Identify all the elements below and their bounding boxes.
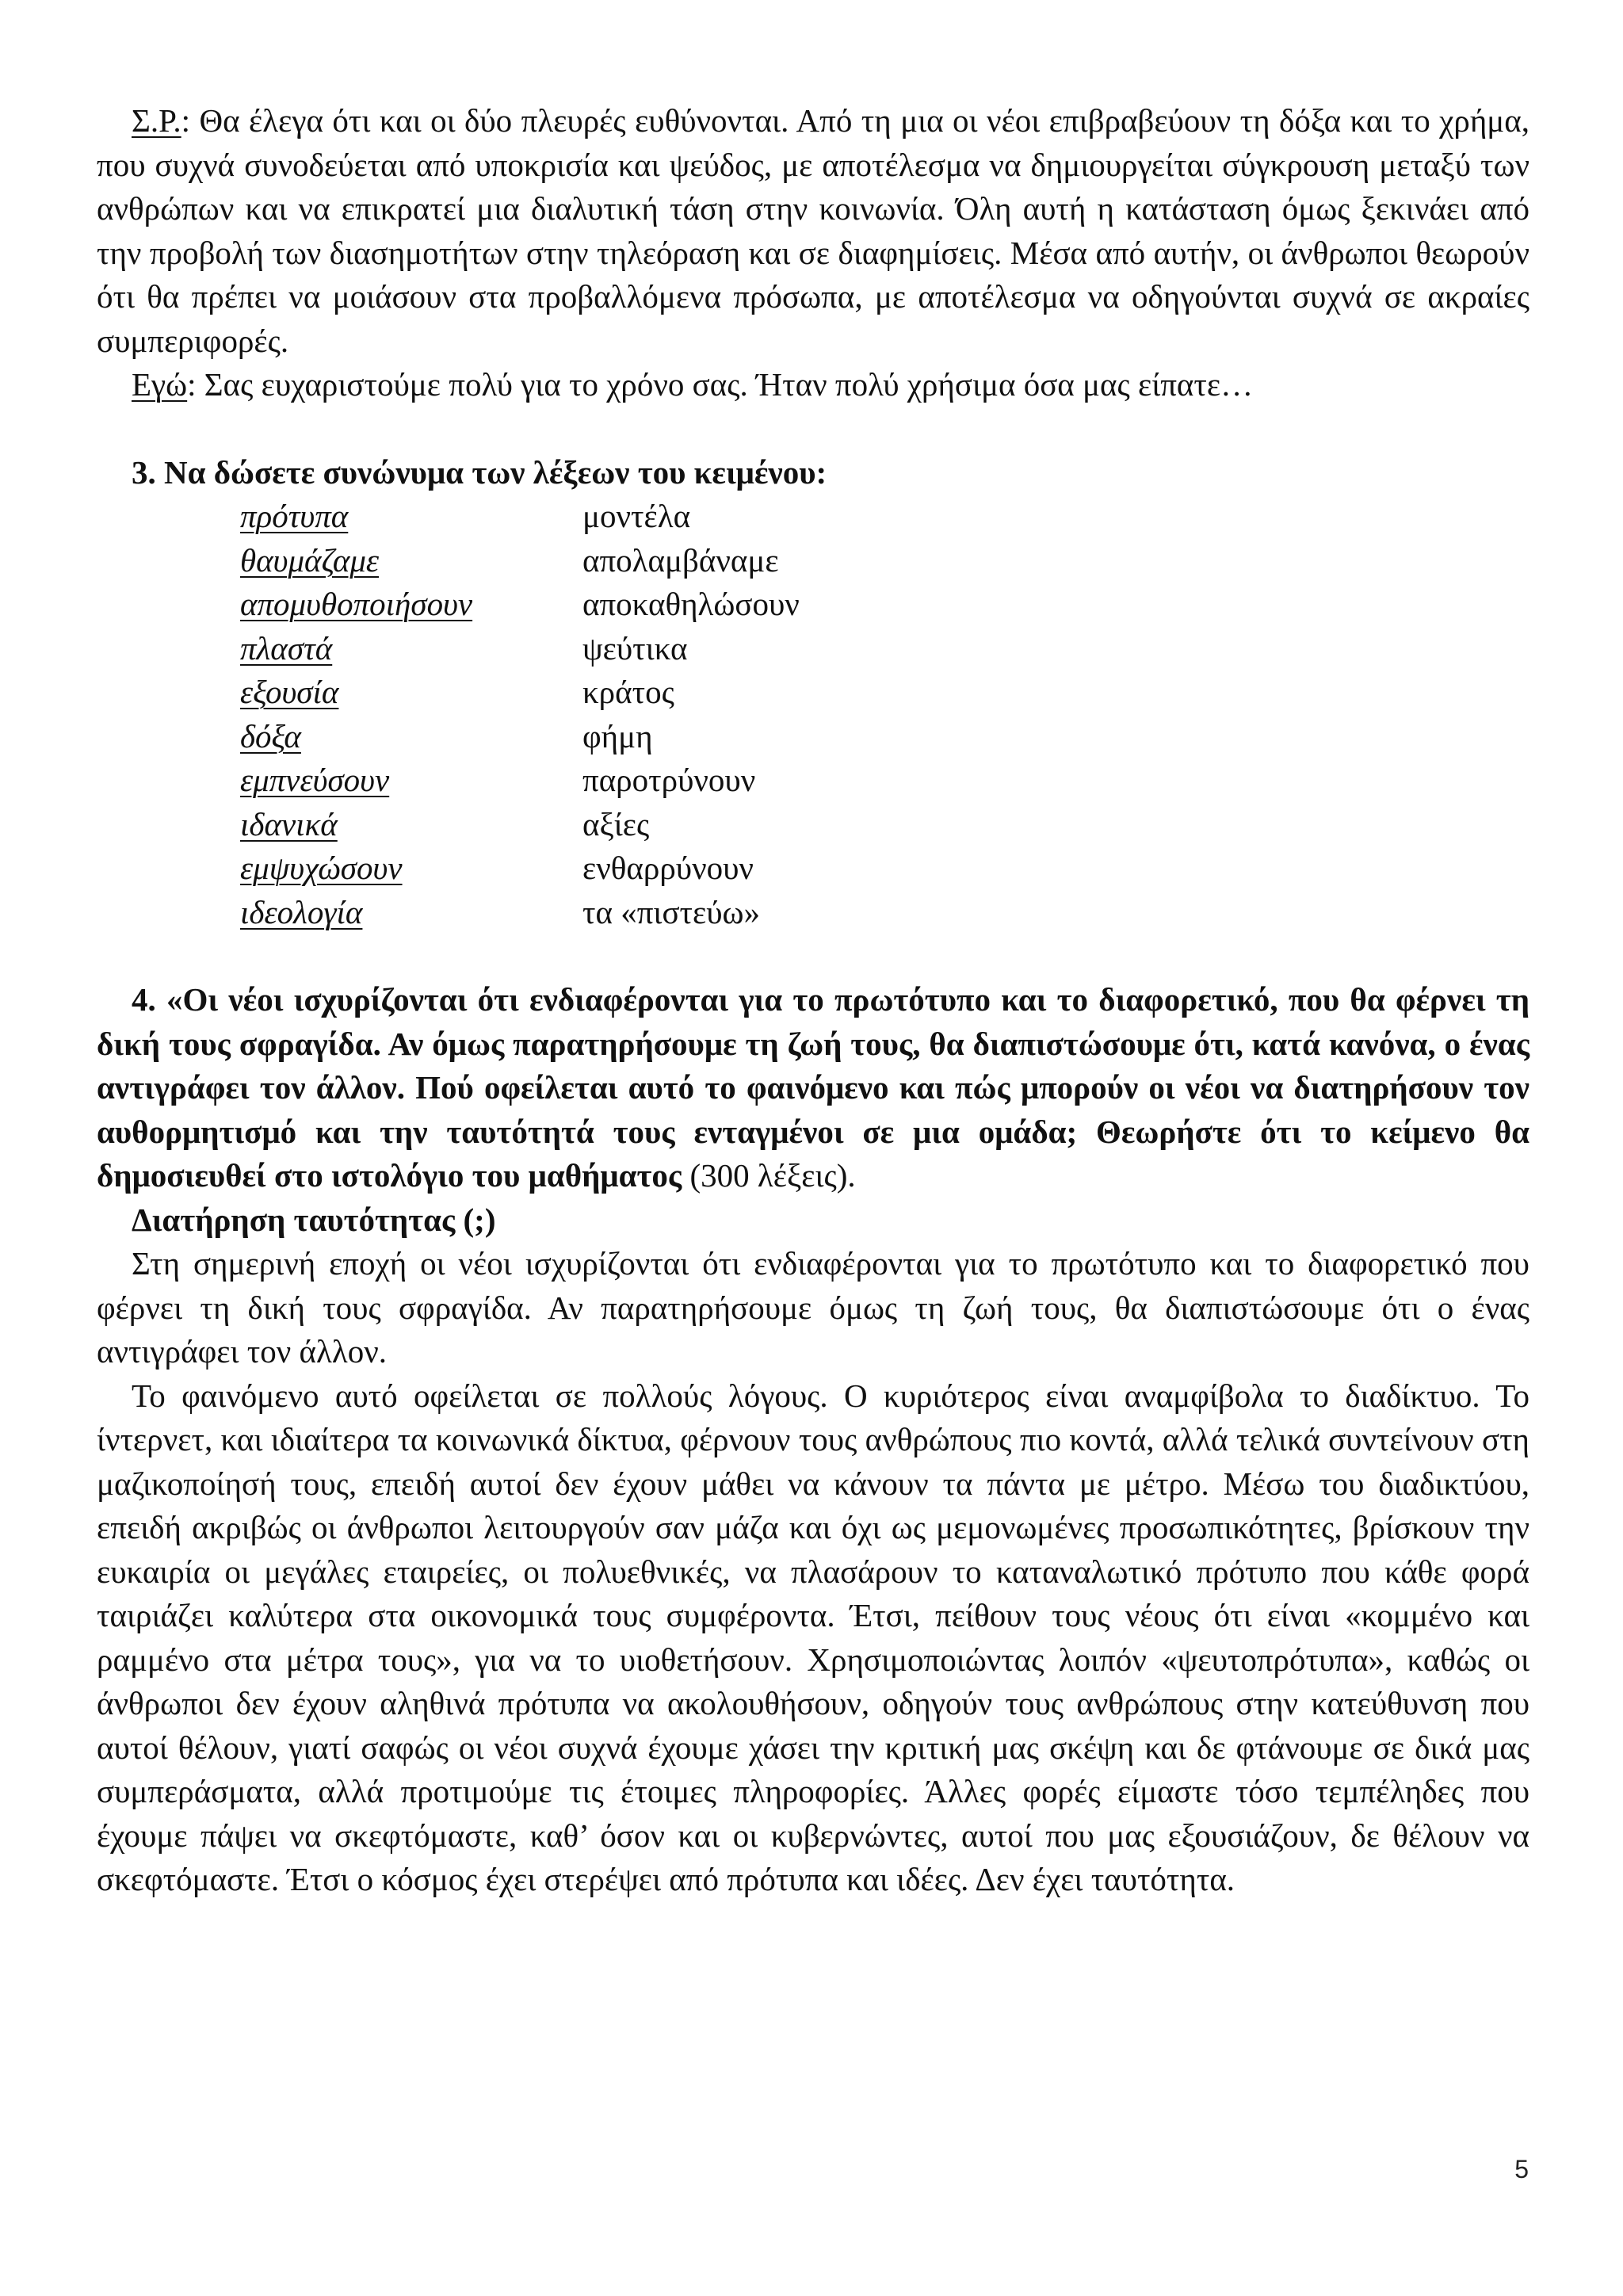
- synonym-word: εμπνεύσουν: [240, 762, 390, 798]
- synonym-row: [97, 846, 1529, 891]
- synonym-row: [97, 670, 1529, 715]
- synonym-meaning: ψεύτικα: [582, 629, 688, 667]
- document-page: [97, 99, 1529, 1902]
- speaker-me: Εγώ: [132, 366, 188, 403]
- synonym-word: θαυμάζαμε: [240, 541, 380, 579]
- synonym-word: εμψυχώσουν: [240, 850, 403, 886]
- synonym-meaning: φήμη: [582, 717, 653, 755]
- essay-paragraph-2: Το φαινόμενο αυτό οφείλεται σε πολλούς λόγους. Ο κυριότερος είναι αναμφίβολα το διαδίκτυο. Το ίντερνετ, και ιδιαίτερα τα κοινωνικά δίκτυα, φέρνουν τους ανθρώπους πιο κοντά, αλλά τελικά συντείνουν στη μαζικοποίησή τους, επειδή αυτοί δεν έχουν μάθει να κάνουν τα πάντα με μέτρο. Μέσω του διαδικτύου, επειδή ακριβώς οι άνθρωποι λειτουργούν σαν μάζα και όχι ως μεμονωμένες προσωπικότητες, βρίσκουν την ευκαιρία οι μεγάλες εταιρείες, οι πολυεθνικές, να πλασάρουν το καταναλωτικό πρότυπο που κάθε φορά ταιριάζει καλύτερα στα οικονομικά τους συμφέροντα. Έτσι, πείθουν τους νέους ότι είναι «κομμένο και ραμμένο στα μέτρα τους», για να το υιοθετήσουν. Χρησιμοποιώντας λοιπόν «ψευτοπρότυπα», καθώς οι άνθρωποι δεν έχουν αληθινά πρότυπα να ακολουθήσουν, οδηγούν τους ανθρώπους στην κατεύθυνση που αυτοί θέλουν, γιατί σαφώς οι νέοι συχνά έχουμε χάσει την κριτική μας σκέψη και δε φτάνουμε σε δικά μας συμπεράσματα, αλλά προτιμούμε τις έτοιμες πληροφορίες. Άλλες φορές είμαστε τόσο τεμπέληδες που έχουμε πάψει να σκεφτόμαστε, καθ’ όσον και οι κυβερνώντες, αυτοί που μας εξουσιάζουν, δε θέλουν να σκεφτόμαστε. Έτσι ο κόσμος έχει στερέψει από πρότυπα και ιδέες. Δεν έχει ταυτότητα.: [97, 1377, 1529, 1897]
- synonym-row: [97, 891, 1529, 935]
- question-4-text: 4. «Οι νέοι ισχυρίζονται ότι ενδιαφέρονται για το πρωτότυπο και το διαφορετικό, που θα φέρνει τη δική τους σφραγίδα. Αν όμως παρατηρήσουμε τη ζωή τους, θα διαπιστώσουμε ότι, κατά κανόνα, ο ένας αντιγράφει τον άλλον. Πού οφείλεται αυτό το φαινόμενο και πώς μπορούν οι νέοι να διατηρήσουν τον αυθορμητισμό και την ταυτότητά τους ενταγμένοι σε μια ομάδα; Θεωρήστε ότι το κείμενο θα δημοσιευθεί στο ιστολόγιο του μαθήματος: [97, 981, 1529, 1194]
- synonym-meaning: κράτος: [582, 674, 674, 710]
- synonym-row: [97, 495, 1529, 539]
- question-4-prompt: [97, 978, 1529, 1198]
- synonym-meaning: απολαμβάναμε: [582, 541, 779, 579]
- synonym-word: απομυθοποιήσουν: [240, 586, 473, 622]
- synonym-meaning: μοντέλα: [582, 498, 691, 534]
- page-number: 5: [1514, 2155, 1529, 2183]
- synonym-meaning: τα «πιστεύω»: [582, 893, 761, 930]
- synonym-meaning: παροτρύνουν: [582, 762, 756, 798]
- synonym-word: ιδανικά: [240, 805, 338, 842]
- synonym-word: πρότυπα: [240, 498, 349, 534]
- synonym-row: [97, 627, 1529, 671]
- interview-me-paragraph: [97, 363, 1529, 407]
- synonym-word: πλαστά: [240, 629, 333, 667]
- synonym-meaning: αποκαθηλώσουν: [582, 586, 800, 622]
- question-3-heading: 3. Να δώσετε συνώνυμα των λέξεων του κειμένου:: [132, 453, 827, 491]
- interview-sr-paragraph: [97, 99, 1529, 363]
- synonym-word: δόξα: [240, 717, 301, 755]
- essay-title: Διατήρηση ταυτότητας (;): [132, 1201, 496, 1238]
- synonym-list: [97, 495, 1529, 934]
- synonym-row: [97, 583, 1529, 627]
- synonym-row: [97, 539, 1529, 583]
- speaker-sr: Σ.Ρ.: [132, 102, 181, 139]
- me-answer-text: : Σας ευχαριστούμε πολύ για το χρόνο σας. Ήταν πολύ χρήσιμα όσα μας είπατε…: [187, 366, 1254, 403]
- essay-paragraph-1: Στη σημερινή εποχή οι νέοι ισχυρίζονται ότι ενδιαφέρονται για το πρωτότυπο και το διαφορετικό που φέρνει τη δική τους σφραγίδα. Αν παρατηρήσουμε όμως τη ζωή τους, θα διαπιστώσουμε ότι ο ένας αντιγράφει τον άλλον.: [97, 1245, 1529, 1370]
- synonym-meaning: ενθαρρύνουν: [582, 850, 754, 886]
- sr-answer-text: : Θα έλεγα ότι και οι δύο πλευρές ευθύνονται. Από τη μια οι νέοι επιβραβεύουν τη δόξα και το χρήμα, που συχνά συνοδεύεται από υποκρισία και ψεύδος, με αποτέλεσμα να δημιουργείται σύγκρουση μεταξύ των ανθρώπων και να επικρατεί μια διαλυτική τάση στην κοινωνία. Όλη αυτή η κατάσταση όμως ξεκινάει από την προβολή των διασημοτήτων στην τηλεόραση και σε διαφημίσεις. Μέσα από αυτήν, οι άνθρωποι θεωρούν ότι θα πρέπει να μοιάσουν στα προβαλλόμενα πρόσωπα, με αποτέλεσμα να οδηγούνται συχνά σε ακραίες συμπεριφορές.: [97, 102, 1529, 359]
- synonym-meaning: αξίες: [582, 805, 650, 842]
- synonym-row: [97, 758, 1529, 803]
- synonym-word: εξουσία: [240, 674, 339, 710]
- synonym-row: [97, 715, 1529, 759]
- synonym-row: [97, 803, 1529, 847]
- synonym-word: ιδεολογία: [240, 893, 363, 930]
- question-4-word-count: (300 λέξεις).: [682, 1157, 856, 1194]
